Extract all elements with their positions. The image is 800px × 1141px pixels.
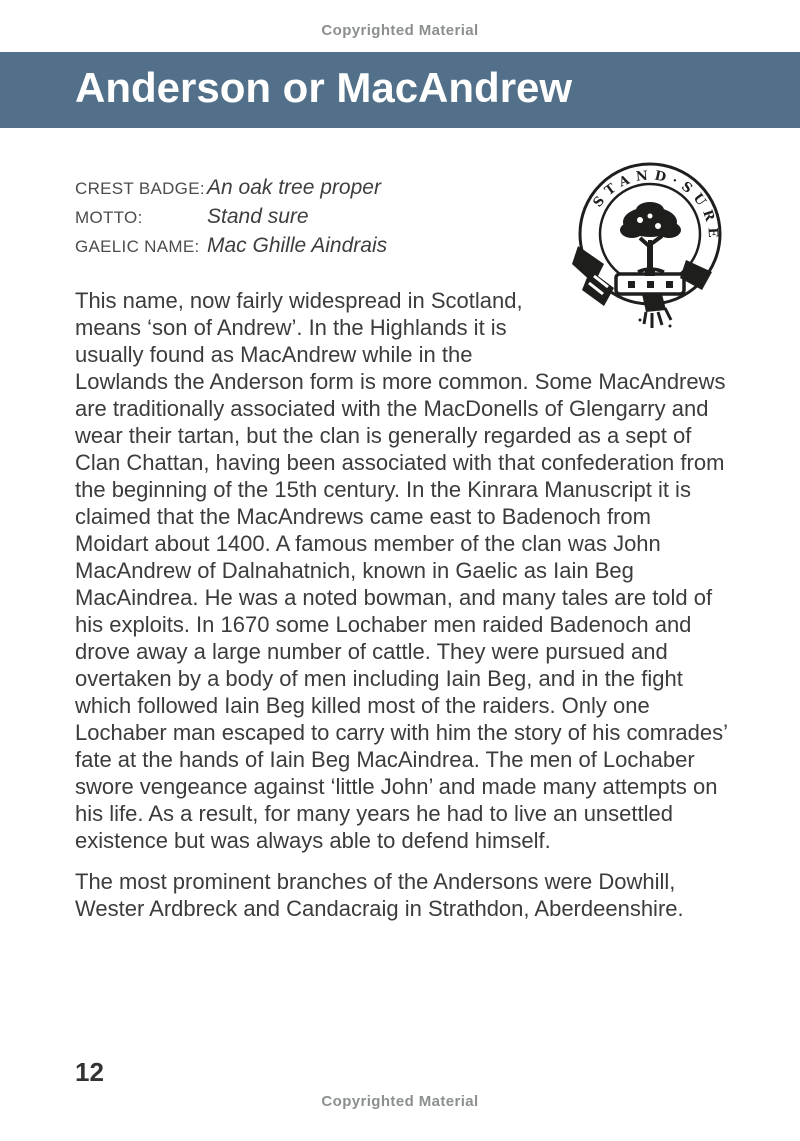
clan-crest-badge-icon <box>570 142 730 334</box>
page-content <box>75 140 730 936</box>
crest-info-row <box>75 174 556 203</box>
clan-crest-badge-illustration <box>570 142 730 334</box>
badge-motto-arc: STAND·SURE <box>590 168 721 244</box>
copyright-notice-bottom: Copyrighted Material <box>321 1093 479 1110</box>
oak-tree-icon <box>620 202 681 272</box>
body-text <box>75 287 730 922</box>
crest-info-row <box>75 232 556 261</box>
chapter-title: Anderson or MacAndrew <box>75 64 573 111</box>
page-number: 12 <box>75 1057 104 1087</box>
body-paragraph: The most prominent branches of the Andersons were Dowhill, Wester Ardbreck and Candacraig in Strathdon, Aberdeenshire. <box>75 869 684 921</box>
motto-label: MOTTO: <box>75 208 143 227</box>
gaelic-name-label: GAELIC NAME: <box>75 237 200 256</box>
belt-buckle-icon <box>616 270 684 294</box>
strap-tail-icon <box>639 294 672 328</box>
copyright-notice-top: Copyrighted Material <box>321 22 479 39</box>
crest-badge-label: CREST BADGE: <box>75 179 205 198</box>
gaelic-name-value: Mac Ghille Aindrais <box>207 234 388 257</box>
crest-info-row <box>75 203 556 232</box>
body-paragraph: This name, now fairly widespread in Scotland, means ‘son of Andrew’. In the Highlands it is usually found as MacAndrew while in the Lowlands the Anderson form is more common. Some MacAndrews are traditionally associated with the MacDonells of Glengarry and wear their tartan, but the clan is generally regarded as a sept of Clan Chattan, having been associated with that confederation from the beginning of the 15th century. In the Kinrara Manuscript it is claimed that the MacAndrews came east to Badenoch from Moidart about 1400. A famous member of the clan was John MacAndrew of Dalnahatnich, known in Gaelic as Iain Beg MacAindrea. He was a noted bowman, and many tales are told of his exploits. In 1670 some Lochaber men raided Badenoch and drove away a large number of cattle. They were pursued and overtaken by a body of men including Iain Beg, and in the fight which followed Iain Beg killed most of the raiders. Only one Lochaber man escaped to carry with him the story of his comrades’ fate at the hands of Iain Beg MacAindrea. The men of Lochaber swore vengeance against ‘little John’ and made many attempts on his life. As a result, for many years he had to live an unsettled existence but was always able to defend himself. <box>75 288 728 853</box>
crest-badge-value: An oak tree proper <box>207 176 381 199</box>
motto-value: Stand sure <box>207 205 309 228</box>
chapter-header-band <box>0 52 800 128</box>
